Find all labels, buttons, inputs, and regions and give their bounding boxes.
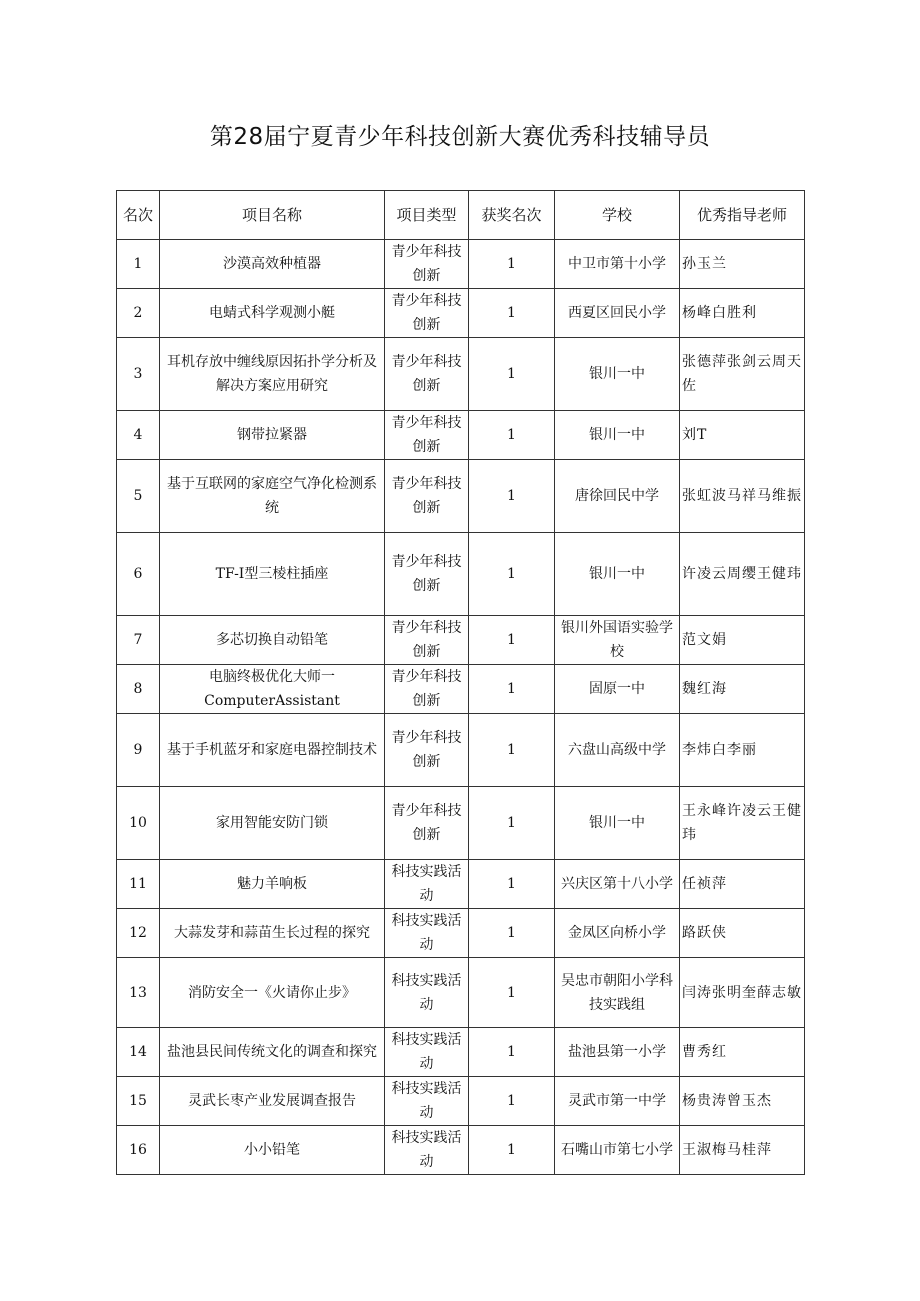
cell-rank: 16 [117,1126,160,1175]
cell-rank: 7 [117,616,160,665]
cell-school: 唐徐回民中学 [555,460,680,533]
table-row [117,616,805,665]
cell-rank: 5 [117,460,160,533]
cell-award-count: 1 [469,1077,555,1126]
cell-award-count: 1 [469,533,555,616]
cell-type: 青少年科技创新 [385,289,469,338]
cell-rank: 6 [117,533,160,616]
cell-school: 六盘山高级中学 [555,714,680,787]
cell-teacher: 刘T [680,411,805,460]
cell-type: 科技实践活动 [385,1126,469,1175]
table-row [117,909,805,958]
table-row [117,714,805,787]
cell-project: 钢带拉紧器 [160,411,385,460]
cell-project: 灵武长枣产业发展调查报告 [160,1077,385,1126]
cell-type: 青少年科技创新 [385,665,469,714]
cell-project: TF-I型三棱柱插座 [160,533,385,616]
cell-type: 青少年科技创新 [385,338,469,411]
cell-project: 小小铅笔 [160,1126,385,1175]
cell-rank: 2 [117,289,160,338]
cell-school: 吴忠市朝阳小学科技实践组 [555,958,680,1028]
cell-project: 大蒜发芽和蒜苗生长过程的探究 [160,909,385,958]
cell-rank: 9 [117,714,160,787]
cell-award-count: 1 [469,909,555,958]
cell-award-count: 1 [469,787,555,860]
cell-rank: 4 [117,411,160,460]
table-row [117,787,805,860]
table-row [117,1028,805,1077]
cell-teacher: 任祯萍 [680,860,805,909]
cell-project: 沙漠高效种植器 [160,240,385,289]
cell-teacher: 路跃侠 [680,909,805,958]
table-row [117,665,805,714]
cell-type: 科技实践活动 [385,1028,469,1077]
table-row [117,1126,805,1175]
cell-school: 银川一中 [555,787,680,860]
header-award-count: 获奖名次 [469,191,555,240]
cell-type: 青少年科技创新 [385,240,469,289]
cell-project: 多芯切换自动铅笔 [160,616,385,665]
header-rank: 名次 [117,191,160,240]
cell-type: 科技实践活动 [385,1077,469,1126]
cell-school: 西夏区回民小学 [555,289,680,338]
cell-school: 银川一中 [555,411,680,460]
cell-school: 银川外国语实验学校 [555,616,680,665]
table-row [117,411,805,460]
cell-award-count: 1 [469,1126,555,1175]
cell-rank: 1 [117,240,160,289]
table-row [117,533,805,616]
cell-teacher: 杨贵涛曾玉杰 [680,1077,805,1126]
cell-school: 灵武市第一中学 [555,1077,680,1126]
cell-rank: 13 [117,958,160,1028]
cell-award-count: 1 [469,958,555,1028]
cell-teacher: 曹秀红 [680,1028,805,1077]
cell-award-count: 1 [469,338,555,411]
cell-award-count: 1 [469,1028,555,1077]
cell-project: 盐池县民间传统文化的调查和探究 [160,1028,385,1077]
cell-teacher: 孙玉兰 [680,240,805,289]
cell-teacher: 王永峰许凌云王健玮 [680,787,805,860]
cell-teacher: 王淑梅马桂萍 [680,1126,805,1175]
cell-type: 科技实践活动 [385,860,469,909]
cell-school: 银川一中 [555,338,680,411]
table-row [117,958,805,1028]
table-row [117,860,805,909]
cell-school: 固原一中 [555,665,680,714]
cell-award-count: 1 [469,411,555,460]
cell-teacher: 李炜白李丽 [680,714,805,787]
cell-type: 青少年科技创新 [385,533,469,616]
cell-type: 科技实践活动 [385,909,469,958]
awards-table [116,190,805,1175]
cell-rank: 12 [117,909,160,958]
cell-project: 家用智能安防门锁 [160,787,385,860]
cell-type: 青少年科技创新 [385,787,469,860]
table-row [117,289,805,338]
cell-teacher: 范文娟 [680,616,805,665]
cell-award-count: 1 [469,289,555,338]
cell-school: 石嘴山市第七小学 [555,1126,680,1175]
cell-project: 消防安全一《火请你止步》 [160,958,385,1028]
cell-school: 盐池县第一小学 [555,1028,680,1077]
cell-rank: 10 [117,787,160,860]
cell-rank: 11 [117,860,160,909]
table-row [117,1077,805,1126]
cell-type: 青少年科技创新 [385,460,469,533]
page-title: 第28届宁夏青少年科技创新大赛优秀科技辅导员 [209,124,711,150]
cell-school: 金凤区向桥小学 [555,909,680,958]
cell-project: 耳机存放中缠线原因拓扑学分析及解决方案应用研究 [160,338,385,411]
cell-school: 中卫市第十小学 [555,240,680,289]
cell-award-count: 1 [469,665,555,714]
cell-type: 青少年科技创新 [385,714,469,787]
table-row [117,338,805,411]
cell-rank: 14 [117,1028,160,1077]
cell-teacher: 许凌云周缨王健玮 [680,533,805,616]
cell-project: 基于互联网的家庭空气净化检测系统 [160,460,385,533]
cell-award-count: 1 [469,240,555,289]
cell-project: 电脑终极优化大师一ComputerAssistant [160,665,385,714]
cell-rank: 15 [117,1077,160,1126]
cell-teacher: 张德萍张剑云周天佐 [680,338,805,411]
cell-project: 魅力羊响板 [160,860,385,909]
cell-type: 青少年科技创新 [385,616,469,665]
cell-teacher: 张虹波马祥马维振 [680,460,805,533]
cell-type: 科技实践活动 [385,958,469,1028]
cell-award-count: 1 [469,616,555,665]
table-row [117,240,805,289]
header-school: 学校 [555,191,680,240]
cell-rank: 8 [117,665,160,714]
table-header-row [117,191,805,240]
cell-teacher: 闫涛张明奎薛志敏 [680,958,805,1028]
header-type: 项目类型 [385,191,469,240]
cell-teacher: 杨峰白胜利 [680,289,805,338]
cell-type: 青少年科技创新 [385,411,469,460]
cell-award-count: 1 [469,714,555,787]
cell-school: 兴庆区第十八小学 [555,860,680,909]
cell-rank: 3 [117,338,160,411]
header-project: 项目名称 [160,191,385,240]
cell-project: 电蜻式科学观测小艇 [160,289,385,338]
cell-award-count: 1 [469,860,555,909]
cell-award-count: 1 [469,460,555,533]
cell-teacher: 魏红海 [680,665,805,714]
cell-project: 基于手机蓝牙和家庭电器控制技术 [160,714,385,787]
cell-school: 银川一中 [555,533,680,616]
header-teacher: 优秀指导老师 [680,191,805,240]
table-row [117,460,805,533]
